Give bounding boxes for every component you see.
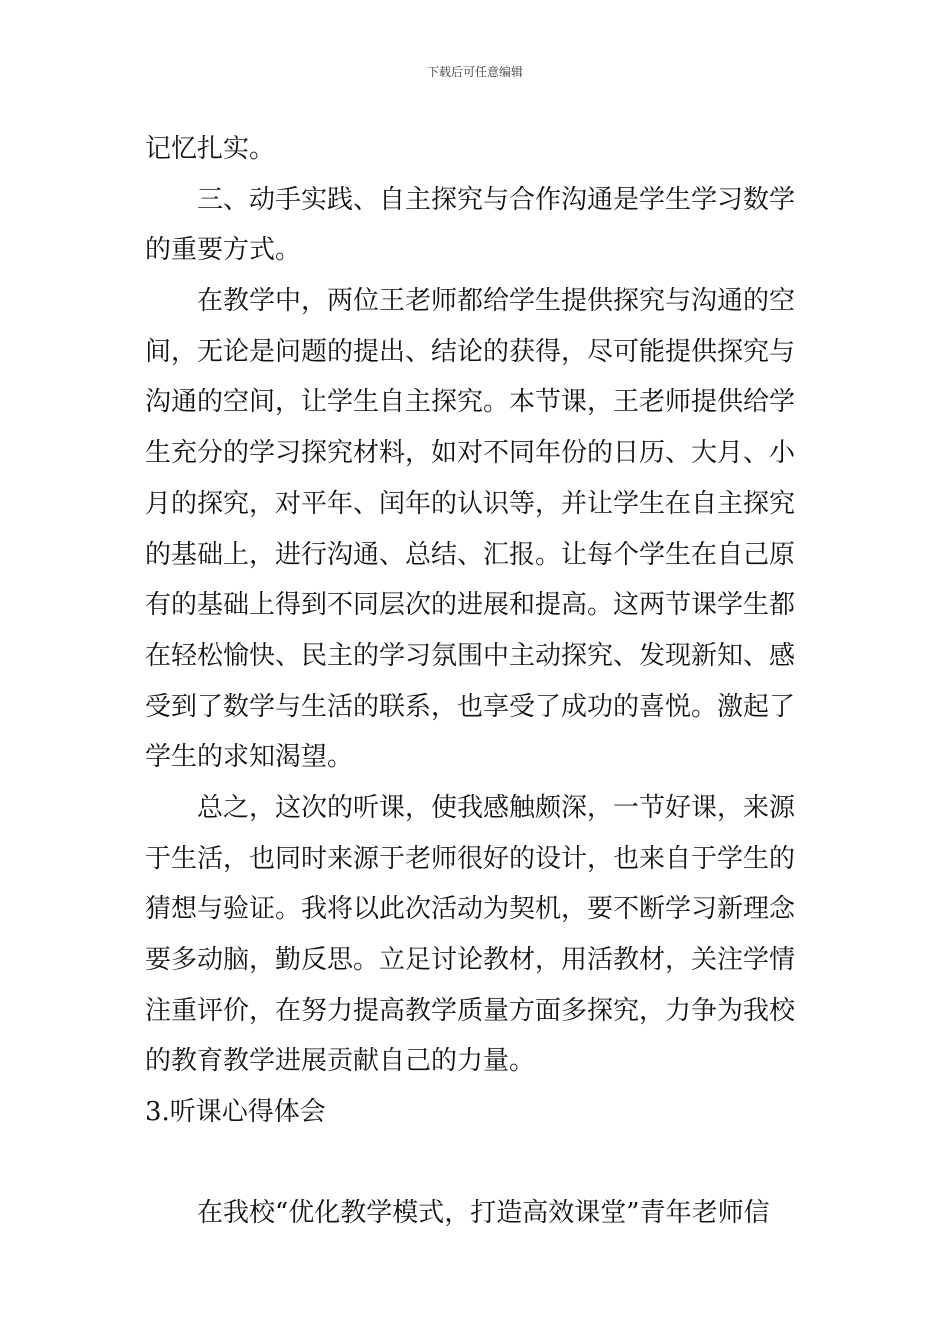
text-line: 猜想与验证。我将以此次活动为契机，要不断学习新理念	[145, 894, 796, 925]
text-line: 要多动脑，勤反思。立足讨论教材，用活教材，关注学情	[145, 945, 796, 975]
text-line: 生充分的学习探究材料，如对不同年份的日历、大月、小	[145, 438, 796, 469]
paragraph-start-line: 总之，这次的听课，使我感触颇深，一节好课，来源	[197, 792, 796, 823]
blank-line	[145, 1138, 810, 1189]
document-body	[145, 124, 810, 1239]
text-line: 注重评价，在努力提高教学质量方面多探究，力争为我校	[145, 995, 796, 1026]
paragraph-start-line: 在我校“优化教学模式，打造高效课堂”青年老师信	[197, 1198, 770, 1229]
text-line: 的重要方式。	[145, 235, 302, 266]
page-header: 下载后可任意编辑	[426, 65, 523, 79]
text-line: 的基础上，进行沟通、总结、汇报。让每个学生在自己原	[145, 539, 796, 570]
text-line: 受到了数学与生活的联系，也享受了成功的喜悦。激起了	[145, 691, 796, 722]
text-line: 学生的求知渴望。	[145, 742, 354, 773]
section-title: 3.听课心得体会	[145, 1097, 326, 1128]
text-line: 月的探究，对平年、闰年的认识等，并让学生在自主探究	[145, 488, 796, 519]
section-heading-line: 三、动手实践、自主探究与合作沟通是学生学习数学	[197, 184, 796, 215]
text-line: 有的基础上得到不同层次的进展和提高。这两节课学生都	[145, 590, 796, 621]
text-line: 记忆扎实。	[145, 134, 276, 164]
text-line: 在轻松愉快、民主的学习氛围中主动探究、发现新知、感	[145, 640, 796, 671]
text-line: 沟通的空间，让学生自主探究。本节课，王老师提供给学	[145, 387, 796, 418]
text-line: 间，无论是问题的提出、结论的获得，尽可能提供探究与	[145, 336, 796, 367]
text-line: 的教育教学进展贡献自己的力量。	[145, 1046, 536, 1077]
paragraph-start-line: 在教学中，两位王老师都给学生提供探究与沟通的空	[197, 286, 796, 317]
text-line: 于生活，也同时来源于老师很好的设计，也来自于学生的	[145, 843, 796, 874]
